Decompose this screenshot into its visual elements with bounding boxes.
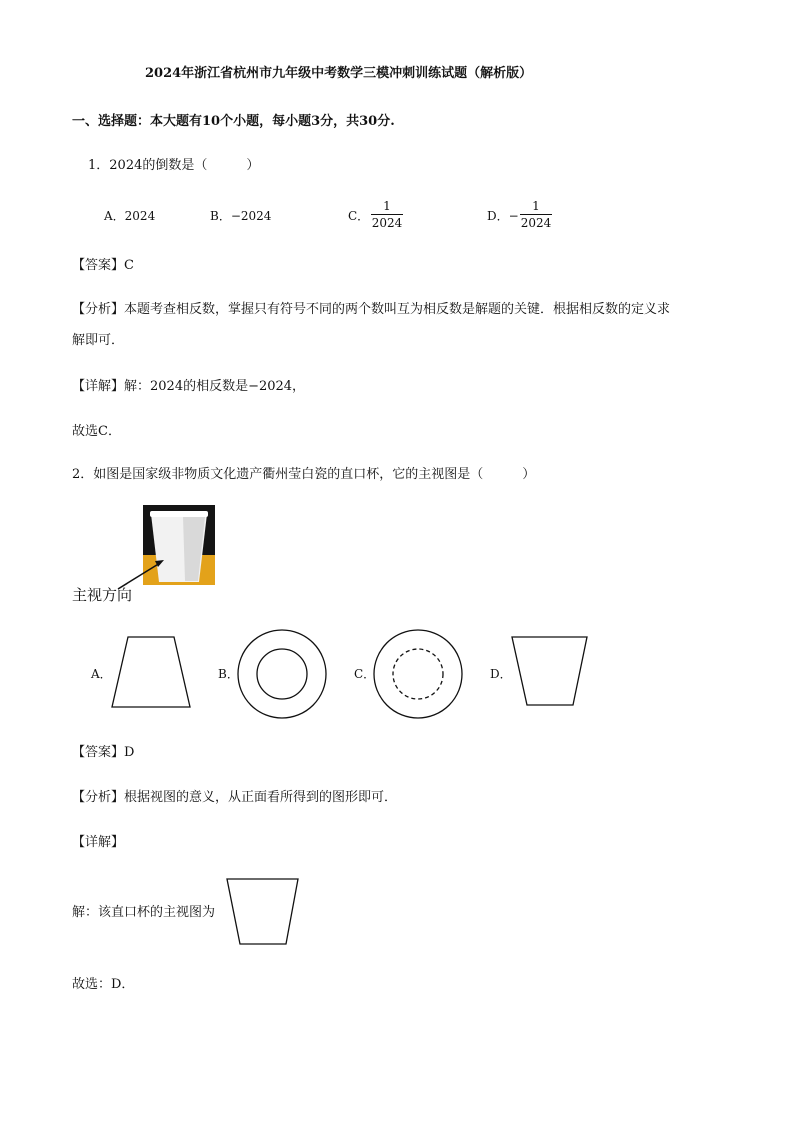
q2-option-a-figure	[110, 635, 194, 709]
q2-answer: 【答案】D	[72, 745, 135, 760]
q2-choice: 故选：D．	[72, 977, 135, 992]
q2-detail-heading: 【详解】	[72, 835, 125, 850]
q2-option-b-label: B．	[218, 667, 239, 681]
fraction-numerator: 1	[532, 199, 540, 213]
fraction-denominator: 2024	[520, 216, 552, 230]
q1-analysis-line-2: 解即可．	[72, 333, 125, 348]
q2-option-c-label: C．	[354, 667, 376, 681]
q2-option-d-label: D．	[490, 667, 512, 681]
q1-option-b: B．−2024	[210, 209, 272, 223]
question-1-stem: 1．2024的倒数是（ ）	[88, 158, 260, 173]
q2-detail-figure	[225, 877, 301, 947]
q2-option-d-figure	[510, 635, 590, 709]
q1-option-c-label: C．	[348, 209, 370, 223]
q2-detail-text: 解：该直口杯的主视图为	[72, 905, 216, 920]
q1-detail: 【详解】解：2024的相反数是−2024，	[72, 379, 306, 394]
document-title: 2024年浙江省杭州市九年级中考数学三模冲刺训练试题（解析版）	[145, 66, 533, 81]
q1-choice: 故选C．	[72, 424, 121, 439]
view-direction-label: 主视方向	[72, 586, 133, 604]
q2-option-c-figure	[372, 628, 464, 720]
section-heading: 一、选择题：本大题有10个小题，每小题3分，共30分.	[72, 114, 395, 129]
q1-option-a: A．2024	[104, 209, 156, 223]
q2-analysis: 【分析】根据视图的意义，从正面看所得到的图形即可．	[72, 790, 398, 805]
fraction-denominator: 2024	[371, 216, 403, 230]
q2-option-b-figure	[236, 628, 328, 720]
q1-option-d-label: D．−	[487, 209, 519, 223]
fraction-numerator: 1	[383, 199, 391, 213]
q1-answer: 【答案】C	[72, 258, 134, 273]
question-2-stem: 2．如图是国家级非物质文化遗产衢州莹白瓷的直口杯，它的主视图是（ ）	[72, 467, 536, 482]
q2-option-a-label: A．	[91, 667, 112, 681]
q1-analysis-line-1: 【分析】本题考查相反数，掌握只有符号不同的两个数叫互为相反数是解题的关键．根据相反数的定义求	[72, 302, 671, 317]
